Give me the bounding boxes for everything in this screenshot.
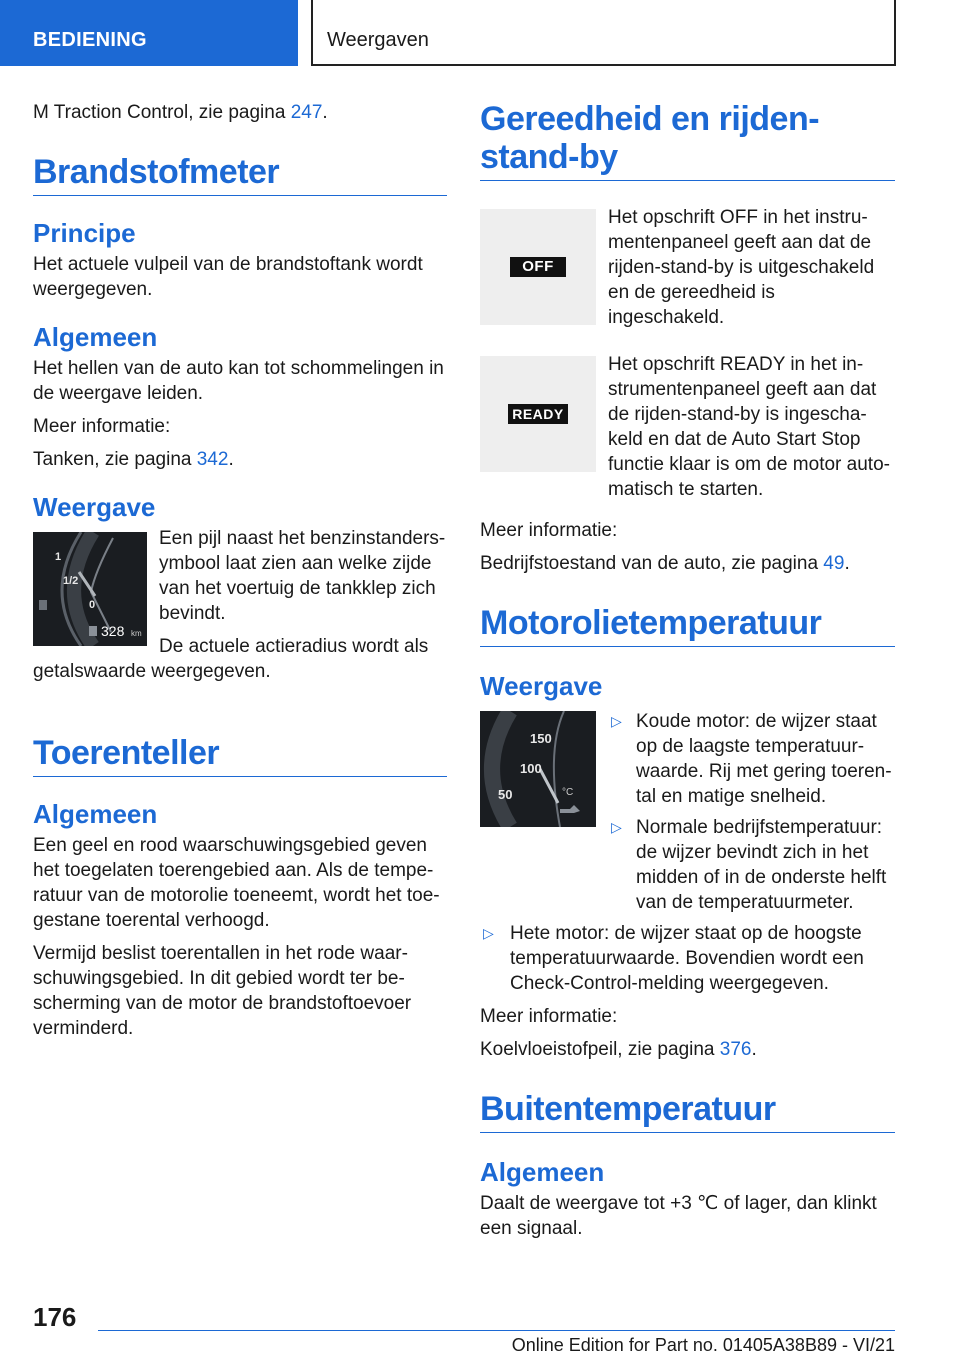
gauge-label-empty: 0 xyxy=(89,599,96,611)
page-header xyxy=(0,0,960,66)
oil-gauge-label-50: 50 xyxy=(498,787,513,802)
fuel-more-info: Meer informatie: xyxy=(33,416,171,437)
oil-gauge-unit: °C xyxy=(562,787,574,798)
principle-heading: Principe xyxy=(33,218,136,248)
oil-temp-gauge-image xyxy=(480,711,596,827)
ready-indicator-image xyxy=(480,356,596,472)
outside-temp-title: Buitentemperatuur xyxy=(480,1090,895,1133)
gauge-range-value: 328 xyxy=(101,623,125,639)
oil-temp-title: Motorolietemperatuur xyxy=(480,604,895,647)
list-item: ▷ Normale bedrijfstemperatuur: de wijzer bevindt zich in het midden of in de onderste helft van de temperatuurmeter. xyxy=(611,817,887,913)
fuel-general-text: Het hellen van de auto kan tot schommelingen in de weergave leiden. xyxy=(33,358,444,404)
page-link-376[interactable]: 376 xyxy=(719,1039,752,1060)
gauge-range-unit: km xyxy=(131,629,142,638)
fuel-display-text1: Een pijl naast het benzinstanders-ymbool laat zien aan welke zijde van het voertuig de tankklep zich bevindt. xyxy=(159,528,446,624)
outside-temp-text: Daalt de weergave tot +3 ℃ of lager, dan klinkt een signaal. xyxy=(480,1193,877,1239)
edition-note: Online Edition for Part no. 01405A38B89 - VI/21 xyxy=(511,1335,895,1355)
page-link-342[interactable]: 342 xyxy=(196,449,229,470)
section-tab xyxy=(0,0,298,66)
chapter-tab xyxy=(311,0,896,66)
right-column xyxy=(480,100,895,1249)
oil-display-heading: Weergave xyxy=(480,671,603,701)
page-link-247[interactable]: 247 xyxy=(290,102,323,123)
triangle-bullet-icon: ▷ xyxy=(611,819,622,835)
ready-badge: READY xyxy=(508,404,568,424)
ready-more-info: Meer informatie: xyxy=(480,520,618,541)
fuel-display-heading: Weergave xyxy=(33,492,156,522)
chapter-label: Weergaven xyxy=(327,29,429,51)
off-badge: OFF xyxy=(510,257,566,277)
list-item: ▷ Hete motor: de wijzer staat op de hoogste temperatuurwaarde. Bovendien wordt een Check-Control-melding weergegeven. xyxy=(483,923,864,994)
rpm-text1: Een geel en rood waarschuwingsgebied geven het toegelaten toerengebied aan. Als de tempe-ratuur van de motorolie toeneemt, wordt het toe-gestane toerental verhoogd. xyxy=(33,835,440,931)
page-number: 176 xyxy=(33,1302,77,1332)
list-item: ▷ Koude motor: de wijzer staat op de laagste temperatuur-waarde. Rij met gering toeren-tal en matige snelheid. xyxy=(611,711,892,807)
oil-gauge-label-150: 150 xyxy=(530,731,552,746)
gauge-label-half: 1/2 xyxy=(63,575,79,587)
fuel-gauge-title: Brandstofmeter xyxy=(33,153,447,196)
outside-general-heading: Algemeen xyxy=(480,1157,605,1187)
oil-gauge-label-100: 100 xyxy=(520,761,542,776)
triangle-bullet-icon: ▷ xyxy=(483,925,494,941)
ready-text: Het opschrift READY in het in-strumentenpaneel geeft aan dat de rijden-stand-by is ingescha-keld en dat de Auto Start Stop functie klaar is om de motor auto-matisch te starten. xyxy=(608,354,890,500)
ready-reference: Bedrijfstoestand van de auto, zie pagina 49. xyxy=(480,553,850,574)
page-link-49[interactable]: 49 xyxy=(823,553,845,574)
rpm-title: Toerenteller xyxy=(33,734,447,777)
oil-reference: Koelvloeistofpeil, zie pagina 376. xyxy=(480,1039,757,1060)
left-column xyxy=(33,100,447,1049)
fuel-general-heading: Algemeen xyxy=(33,322,158,352)
fuel-pump-icon xyxy=(39,600,47,610)
fuel-display-text2: De actuele actieradius wordt als getalswaarde weergegeven. xyxy=(33,636,429,682)
rpm-text2: Vermijd beslist toerentallen in het rode waar-schuwingsgebied. In dit gebied wordt ter be-scherming van de motor de brandstoftoevoer verminderd. xyxy=(33,943,412,1039)
off-text: Het opschrift OFF in het instru-mentenpaneel geeft aan dat de rijden-stand-by is uitgeschakeld en de gereedheid is ingeschakeld. xyxy=(608,207,875,328)
intro-paragraph: M Traction Control, zie pagina 247. xyxy=(33,102,328,123)
principle-text: Het actuele vulpeil van de brandstoftank wordt weergegeven. xyxy=(33,254,423,300)
rpm-general-heading: Algemeen xyxy=(33,799,158,829)
fuel-pump-small-icon xyxy=(89,626,97,636)
footer-divider xyxy=(98,1330,895,1331)
section-label: BEDIENING xyxy=(33,29,147,51)
gauge-label-full: 1 xyxy=(55,551,62,563)
fuel-gauge-image xyxy=(33,532,147,646)
refuel-reference: Tanken, zie pagina 342. xyxy=(33,449,234,470)
triangle-bullet-icon: ▷ xyxy=(611,713,622,729)
oil-more-info: Meer informatie: xyxy=(480,1006,618,1027)
readiness-title: Gereedheid en rijden-stand-by xyxy=(480,100,895,181)
off-indicator-image xyxy=(480,209,596,325)
